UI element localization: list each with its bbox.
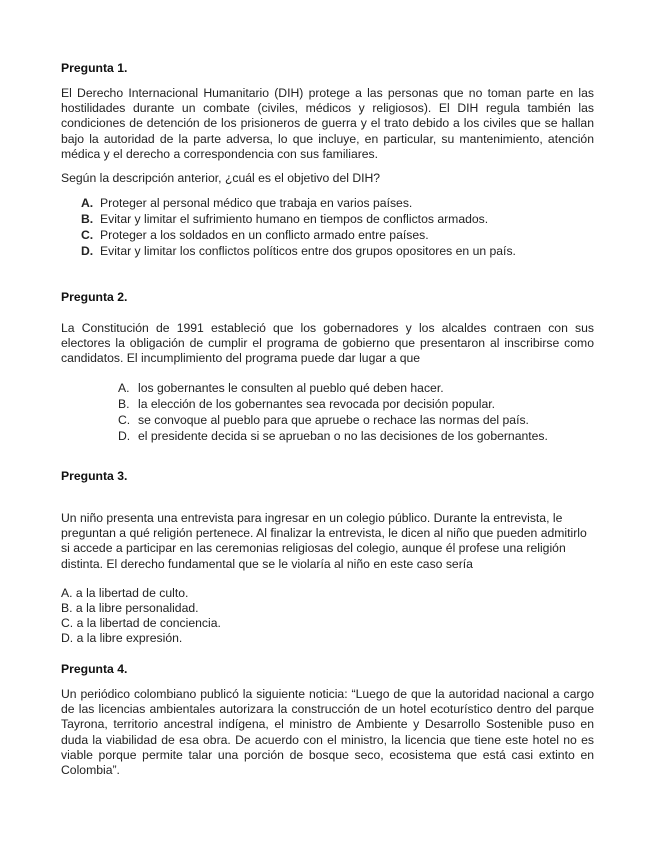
option-letter: D. (81, 244, 94, 258)
option-letter: D. (118, 429, 131, 443)
question-3-title: Pregunta 3. (61, 469, 128, 483)
option-text: Proteger al personal médico que trabaja en varios países. (100, 196, 413, 210)
question-1-prompt: Según la descripción anterior, ¿cuál es el objetivo del DIH? (61, 171, 381, 185)
option-letter: A. (118, 381, 130, 395)
question-2-option-c (118, 413, 529, 428)
question-1-option-c (81, 228, 429, 243)
option-text: los gobernantes le consulten al pueblo qué deben hacer. (138, 381, 444, 395)
option-text: Proteger a los soldados en un conflicto armado entre países. (100, 228, 429, 242)
question-2-text: La Constitución de 1991 estableció que los gobernadores y los alcaldes contraen con sus electores la obligación de cumplir el programa de gobierno que presentaron al inscribirse como candidatos. El incumplimiento del programa puede dar lugar a que (61, 321, 594, 366)
question-4-text: Un periódico colombiano publicó la siguiente noticia: “Luego de que la autoridad nacional a cargo de las licencias ambientales autorizara la construcción de un hotel ecoturístico dentro del parque Tayrona, territorio ancestral indígena, el ministro de Ambiente y Desarrollo Sostenible puso en duda la viabilidad de esa obra. De acuerdo con el ministro, la licencia que tiene este hotel no es viable porque permite talar una porción de bosque seco, ecosistema que está casi extinto en Colombia”. (61, 687, 594, 778)
option-text: la elección de los gobernantes sea revocada por decisión popular. (138, 397, 496, 411)
option-letter: B. (118, 397, 130, 411)
question-3-option-c: C. a la libertad de conciencia. (61, 616, 221, 630)
question-2-option-d (118, 429, 548, 444)
question-3-option-d: D. a la libre expresión. (61, 631, 183, 645)
question-1-text: El Derecho Internacional Humanitario (DIH) protege a las personas que no toman parte en las hostilidades durante un combate (civiles, médicos y religiosos). El DIH regula también las condiciones de detención de los prisioneros de guerra y el trato debido a los civiles que se hallan bajo la autoridad de la parte adversa, lo que incluye, en particular, su mantenimiento, atención médica y el derecho a correspondencia con sus familiares. (61, 86, 594, 161)
option-text: el presidente decida si se aprueban o no las decisiones de los gobernantes. (138, 429, 548, 443)
question-2-option-b (118, 397, 495, 412)
question-1-option-b (81, 212, 488, 227)
question-3-text: Un niño presenta una entrevista para ingresar en un colegio público. Durante la entrevista, le preguntan a qué religión pertenece. Al finalizar la entrevista, le dicen al niño que pueden admitirlo si accede a participar en las ceremonias religiosas del colegio, aunque él profese una religión distinta. El derecho fundamental que se le violaría al niño en este caso sería (61, 511, 587, 571)
option-letter: C. (81, 228, 94, 242)
question-3-option-b: B. a la libre personalidad. (61, 601, 199, 615)
question-4-title: Pregunta 4. (61, 662, 128, 676)
option-letter: B. (81, 212, 94, 226)
question-2-option-a (118, 381, 444, 396)
question-1-title: Pregunta 1. (61, 61, 128, 75)
option-text: Evitar y limitar los conflictos políticos entre dos grupos opositores en un país. (100, 244, 516, 258)
option-letter: C. (118, 413, 131, 427)
option-text: se convoque al pueblo para que apruebe o rechace las normas del país. (138, 413, 529, 427)
option-letter: A. (81, 196, 94, 210)
question-3-option-a: A. a la libertad de culto. (61, 586, 189, 600)
question-1-option-d (81, 244, 516, 259)
question-2-title: Pregunta 2. (61, 290, 128, 304)
option-text: Evitar y limitar el sufrimiento humano en tiempos de conflictos armados. (100, 212, 489, 226)
question-1-option-a (81, 196, 412, 211)
